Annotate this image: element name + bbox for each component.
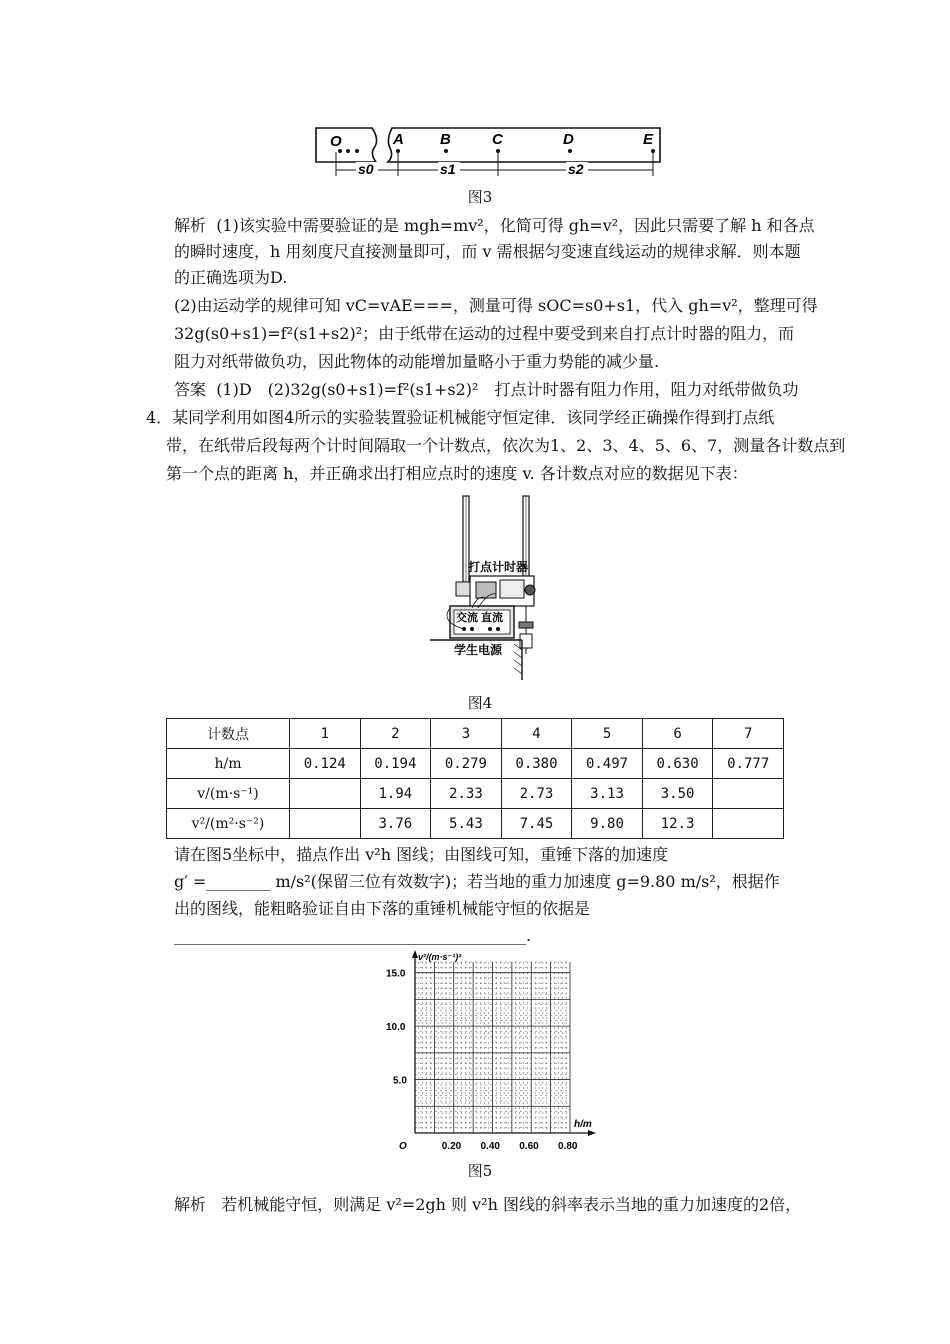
label-a: A bbox=[393, 131, 404, 148]
analysis1-p1-text1: (1)该实验中需要验证的是 mgh=mv²，化简可得 gh=v²，因此只需要了解 h 和各点 bbox=[216, 216, 815, 235]
label-d: D bbox=[563, 131, 574, 148]
x-tick-label: 0.40 bbox=[480, 1141, 500, 1152]
table-cell: 5 bbox=[572, 719, 643, 749]
answer1-text: (1)D (2)32g(s0+s1)=f²(s1+s2)² 打点计时器有阻力作用，阻力对纸带做负功 bbox=[216, 380, 799, 399]
table-cell: 2 bbox=[360, 719, 431, 749]
table-cell: 6 bbox=[642, 719, 713, 749]
ac-dc-label: 交流 直流 bbox=[456, 612, 504, 624]
timer-label: 打点计时器 bbox=[468, 560, 529, 574]
analysis1-line1 bbox=[174, 213, 815, 239]
table-cell: 7 bbox=[713, 719, 784, 749]
analysis1-line4: (2)由运动学的规律可知 vC=vAE===，测量可得 sOC=s0+s1，代入 gh=v²，整理可得 bbox=[174, 296, 818, 315]
timer-clamp-left bbox=[456, 582, 470, 596]
fig3-caption: 图3 bbox=[467, 188, 493, 206]
table-cell: 9.80 bbox=[572, 809, 643, 839]
analysis2-text: 若机械能守恒，则满足 v²=2gh 则 v²h 图线的斜率表示当地的重力加速度的2倍， bbox=[221, 1195, 802, 1214]
table-cell: 1 bbox=[290, 719, 361, 749]
table-cell: 12.3 bbox=[642, 809, 713, 839]
question4-line1: 4．某同学利用如图4所示的实验装置验证机械能守恒定律．该同学经正确操作得到打点纸 bbox=[146, 408, 775, 427]
question4-line3: 第一个点的距离 h，并正确求出打相应点时的速度 v. 各计数点对应的数据见下表： bbox=[166, 464, 748, 483]
table-cell: 1.94 bbox=[360, 779, 431, 809]
label-o: O bbox=[330, 133, 342, 150]
y-tick-label: 15.0 bbox=[386, 968, 406, 980]
chart-grid bbox=[415, 962, 570, 1133]
x-axis-label: h/m bbox=[574, 1119, 592, 1130]
table-cell: 4 bbox=[501, 719, 572, 749]
label-s0: s0 bbox=[358, 161, 374, 177]
table-cell bbox=[713, 809, 784, 839]
row-header-point: 计数点 bbox=[167, 719, 290, 749]
table-cell: 3.76 bbox=[360, 809, 431, 839]
fig4-apparatus-diagram bbox=[430, 494, 540, 684]
table-cell: 2.33 bbox=[431, 779, 502, 809]
analysis1-label: 解析 bbox=[174, 216, 207, 235]
prompt-line1: 请在图5坐标中，描点作出 v²h 图线；由图线可知，重锤下落的加速度 bbox=[174, 845, 669, 864]
label-e: E bbox=[643, 131, 654, 148]
tape-left-piece bbox=[316, 128, 377, 162]
analysis2 bbox=[174, 1192, 801, 1218]
question4-line2: 带，在纸带后段每两个计时间隔取一个计数点，依次为1、2、3、4、5、6、7，测量各计数点到 bbox=[166, 436, 846, 455]
table-cell: 0.194 bbox=[360, 749, 431, 779]
prompt-line3: 出的图线，能粗略验证自由下落的重锤机械能守恒的依据是 bbox=[174, 899, 591, 918]
table-cell: 0.777 bbox=[713, 749, 784, 779]
table-cell: 0.497 bbox=[572, 749, 643, 779]
tape-dot-o1 bbox=[346, 149, 350, 153]
analysis1-line3: 的正确选项为D. bbox=[174, 268, 288, 287]
table-cell: 3.50 bbox=[642, 779, 713, 809]
table-cell bbox=[290, 779, 361, 809]
analysis1-line2: 的瞬时速度，h 用刻度尺直接测量即可，而 v 需根据匀变速直线运动的规律求解．则本题 bbox=[174, 242, 801, 261]
fig5-chart[interactable] bbox=[372, 950, 604, 1154]
table-cell: 0.124 bbox=[290, 749, 361, 779]
y-tick-label: 10.0 bbox=[386, 1022, 406, 1034]
tape-right-piece bbox=[388, 128, 660, 162]
answer1 bbox=[174, 377, 798, 403]
timer-coil bbox=[476, 582, 496, 598]
timer-plate bbox=[500, 580, 524, 598]
table-cell: 0.279 bbox=[431, 749, 502, 779]
table-cell: 2.73 bbox=[501, 779, 572, 809]
row-header-v2: v²/(m²·s⁻²) bbox=[167, 809, 290, 839]
table-cell bbox=[290, 809, 361, 839]
tape-dot-d bbox=[568, 149, 572, 153]
x-tick-label: 0.60 bbox=[519, 1141, 539, 1152]
prompt-line2: g′ =________ m/s²(保留三位有效数字)；若当地的重力加速度 g=9.80 m/s²，根据作 bbox=[174, 872, 780, 891]
answer-blank[interactable]: ____________________________________________. bbox=[174, 926, 532, 945]
table-cell: 3.13 bbox=[572, 779, 643, 809]
answer1-label: 答案 bbox=[174, 380, 207, 399]
table-cell: 7.45 bbox=[501, 809, 572, 839]
fig5-caption: 图5 bbox=[467, 1162, 493, 1180]
row-header-h: h/m bbox=[167, 749, 290, 779]
x-axis-arrow bbox=[588, 1130, 596, 1136]
table-cell: 3 bbox=[431, 719, 502, 749]
table-row bbox=[167, 749, 784, 779]
table-cell: 0.630 bbox=[642, 749, 713, 779]
fig4-caption: 图4 bbox=[467, 694, 493, 712]
label-c: C bbox=[492, 131, 503, 148]
x-tick-label: 0.20 bbox=[441, 1141, 462, 1152]
analysis1-line5: 32g(s0+s1)=f²(s1+s2)²；由于纸带在运动的过程中要受到来自打点计时器的阻力，而 bbox=[174, 324, 795, 343]
tape-dot-b bbox=[444, 149, 448, 153]
label-s1: s1 bbox=[440, 161, 456, 177]
origin-label: O bbox=[399, 1141, 407, 1152]
table-row bbox=[167, 779, 784, 809]
table-cell: 5.43 bbox=[431, 809, 502, 839]
label-s2: s2 bbox=[568, 161, 584, 177]
row-header-v: v/(m·s⁻¹) bbox=[167, 779, 290, 809]
table-cell bbox=[713, 779, 784, 809]
label-b: B bbox=[440, 131, 451, 148]
table-row bbox=[167, 719, 784, 749]
tape-dot-o2 bbox=[355, 149, 359, 153]
clamp bbox=[519, 622, 533, 628]
data-table bbox=[166, 718, 784, 839]
fig3-tape-diagram bbox=[300, 118, 680, 184]
x-tick-label: 0.80 bbox=[558, 1141, 578, 1152]
analysis2-label: 解析 bbox=[174, 1195, 207, 1214]
power-label: 学生电源 bbox=[454, 643, 503, 657]
y-axis-label: v²/(m·s⁻¹)² bbox=[418, 952, 462, 962]
timer-knob bbox=[525, 585, 535, 595]
analysis1-line6: 阻力对纸带做负功，因此物体的动能增加量略小于重力势能的减少量. bbox=[174, 352, 660, 371]
table-row bbox=[167, 809, 784, 839]
y-tick-label: 5.0 bbox=[393, 1075, 407, 1087]
table-cell: 0.380 bbox=[501, 749, 572, 779]
